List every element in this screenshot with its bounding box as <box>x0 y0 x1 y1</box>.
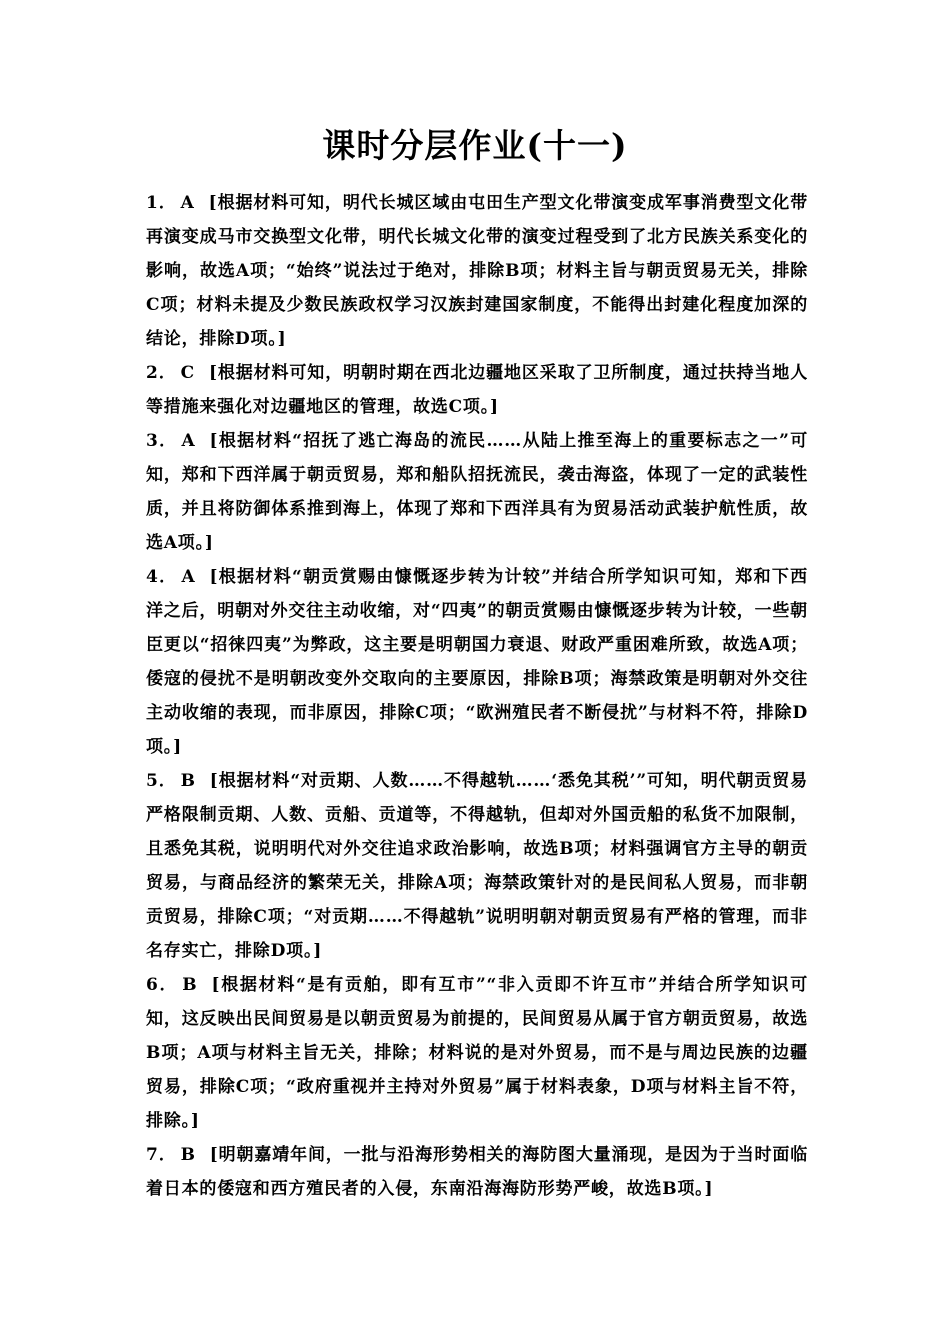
answer-number: 2． <box>146 363 177 383</box>
answer-item-6 <box>146 968 808 1138</box>
answer-number: 1． <box>146 193 177 213</box>
answer-number: 4． <box>146 567 178 587</box>
answer-choice: A <box>181 567 196 587</box>
answer-choice: B <box>180 771 196 791</box>
answer-item-3 <box>146 424 808 560</box>
answer-choice: C <box>180 363 195 383</box>
answer-explanation: [明朝嘉靖年间，一批与沿海形势相关的海防图大量涌现，是因为于当时面临着日本的倭寇和西方殖民者的入侵，东南沿海海防形势严峻，故选B项。] <box>146 1145 808 1199</box>
answer-explanation: [根据材料可知，明朝时期在西北边疆地区采取了卫所制度，通过扶持当地人等措施来强化对边疆地区的管理，故选C项。] <box>146 363 808 417</box>
answer-item-1 <box>146 186 808 356</box>
answer-explanation: [根据材料“朝贡赏赐由慷慨逐步转为计较”并结合所学知识可知，郑和下西洋之后，明朝对外交往主动收缩，对“四夷”的朝贡赏赐由慷慨逐步转为计较，一些朝臣更以“招徕四夷”为弊政，这主要是明朝国力衰退、财政严重困难所致，故选A项；倭寇的侵扰不是明朝改变外交取向的主要原因，排除B项；海禁政策是明朝对外交往主动收缩的表现，而非原因，排除C项；“欧洲殖民者不断侵扰”与材料不符，排除D项。] <box>146 567 808 757</box>
answer-number: 5． <box>146 771 177 791</box>
answer-explanation: [根据材料“对贡期、人数……不得越轨……‘悉免其税’”可知，明代朝贡贸易严格限制贡期、人数、贡船、贡道等，不得越轨，但却对外国贡船的私货不加限制，且悉免其税，说明明代对外交往追求政治影响，故选B项；材料强调官方主导的朝贡贸易，与商品经济的繁荣无关，排除A项；海禁政策针对的是民间私人贸易，而非朝贡贸易，排除C项；“对贡期……不得越轨”说明明朝对朝贡贸易有严格的管理，而非名存实亡，排除D项。] <box>146 771 808 961</box>
answer-number: 7． <box>146 1145 177 1165</box>
answer-choice: A <box>180 193 195 213</box>
answer-item-5 <box>146 764 808 968</box>
answer-item-2 <box>146 356 808 424</box>
answer-choice: A <box>181 431 196 451</box>
answer-number: 6． <box>146 975 179 995</box>
answer-choice: B <box>180 1145 196 1165</box>
answer-list <box>146 186 808 1206</box>
answer-explanation: [根据材料可知，明代长城区域由屯田生产型文化带演变成军事消费型文化带再演变成马市交换型文化带，明代长城文化带的演变过程受到了北方民族关系变化的影响，故选A项；“始终”说法过于绝对，排除B项；材料主旨与朝贡贸易无关，排除C项；材料未提及少数民族政权学习汉族封建国家制度，不能得出封建化程度加深的结论，排除D项。] <box>146 193 808 349</box>
answer-item-7 <box>146 1138 808 1206</box>
answer-explanation: [根据材料“招抚了逃亡海岛的流民……从陆上推至海上的重要标志之一”可知，郑和下西洋属于朝贡贸易，郑和船队招抚流民，袭击海盗，体现了一定的武装性质，并且将防御体系推到海上，体现了郑和下西洋具有为贸易活动武装护航性质，故选A项。] <box>146 431 808 553</box>
answer-choice: B <box>182 975 198 995</box>
answer-number: 3． <box>146 431 178 451</box>
answer-item-4 <box>146 560 808 764</box>
answer-explanation: [根据材料“是有贡舶，即有互市”“非入贡即不许互市”并结合所学知识可知，这反映出民间贸易是以朝贡贸易为前提的，民间贸易从属于官方朝贡贸易，故选B项；A项与材料主旨无关，排除；材料说的是对外贸易，而不是与周边民族的边疆贸易，排除C项；“政府重视并主持对外贸易”属于材料表象，D项与材料主旨不符，排除。] <box>146 975 808 1131</box>
page-title: 课时分层作业(十一) <box>322 126 628 165</box>
